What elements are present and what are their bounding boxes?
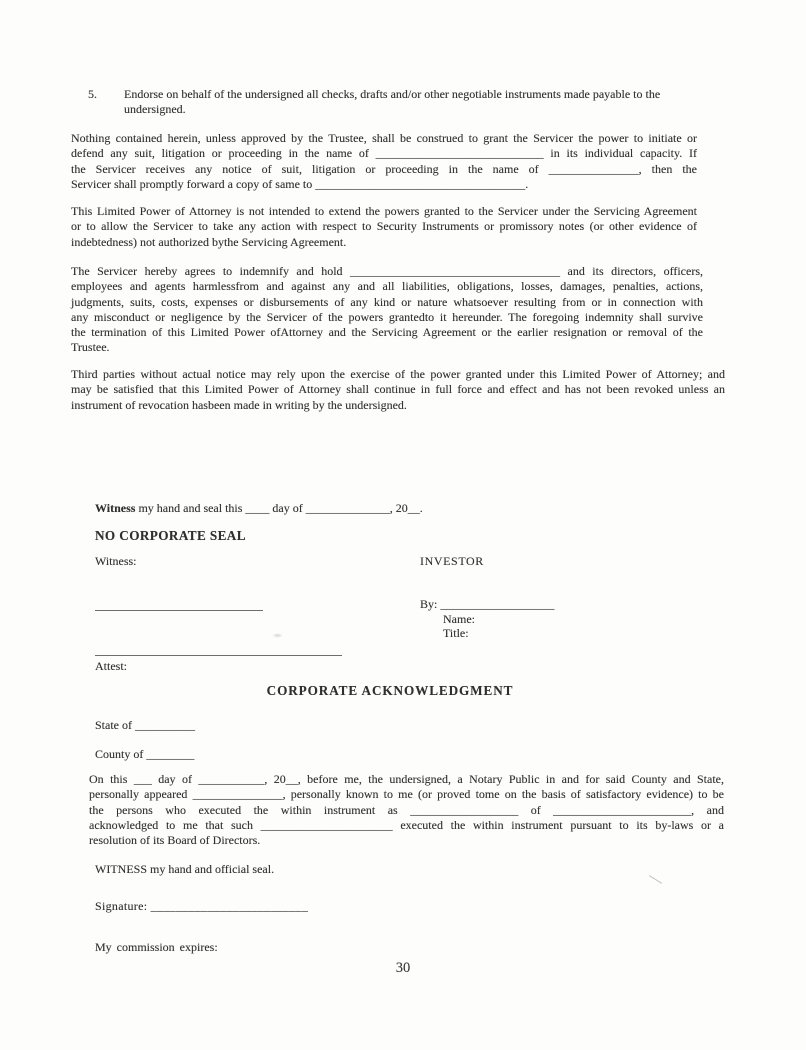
by-line: By: ___________________	[420, 597, 555, 611]
scan-scratch-artifact	[649, 875, 662, 884]
paragraph-line: employees and agents harmlessfrom and against any and all liabilities, obligations, losses, damages, penalties, actions,	[71, 279, 703, 294]
attest-signature-line	[95, 655, 342, 656]
paragraph-line: judgments, suits, costs, expenses or disbursements of any kind or nature whatsoever resulting from or in connection with	[71, 294, 703, 309]
item-line: undersigned.	[124, 102, 186, 117]
name-label: Name:	[443, 612, 475, 626]
corporate-acknowledgment-title: CORPORATE ACKNOWLEDGMENT	[266, 683, 514, 698]
paragraph-line: personally appeared _______________, personally known to me (or proved tome on the basis of satisfactory evidence) to be	[89, 787, 724, 802]
item-number: 5.	[88, 87, 97, 101]
paragraph-line: the persons who executed the within instrument as __________________ of _______________________, and	[89, 802, 724, 817]
scan-smudge-artifact	[272, 633, 283, 638]
state-of-line: State of __________	[95, 718, 195, 732]
paragraph-line: Third parties without actual notice may rely upon the exercise of the power granted under this Limited Power of Attorney; and	[71, 367, 725, 381]
commission-expires-line: My commission expires:	[95, 940, 218, 954]
paragraph-line: the termination of this Limited Power ofAttorney and the Servicing Agreement or the earlier resignation or removal of the	[71, 325, 703, 340]
attest-label: Attest:	[95, 659, 127, 673]
paragraph-line: defend any suit, litigation or proceeding in the name of ____________________________ in its individual capacity. If	[71, 146, 697, 161]
witness-official-seal-line: WITNESS my hand and official seal.	[95, 862, 275, 876]
no-corporate-seal-heading: NO CORPORATE SEAL	[95, 528, 246, 543]
paragraph-not-intended	[71, 204, 697, 250]
paragraph-line: indebtedness) not authorized bythe Servicing Agreement.	[71, 234, 347, 249]
paragraph-suit-litigation	[71, 131, 697, 192]
paragraph-line: Trustee.	[71, 340, 110, 355]
paragraph-line: resolution of its Board of Directors.	[89, 833, 261, 848]
numbered-item-5	[88, 87, 733, 118]
notary-signature-line: Signature: _________________________	[95, 899, 309, 913]
paragraph-line: Servicer shall promptly forward a copy of same to ___________________________________.	[71, 176, 529, 191]
witness-label: Witness:	[95, 554, 137, 568]
page-number: 30	[395, 960, 411, 976]
paragraph-line: the Servicer receives any notice of suit, litigation or proceeding in the name of _______________, then the	[71, 161, 697, 176]
title-label: Title:	[443, 626, 469, 640]
item-line: Endorse on behalf of the undersigned all checks, drafts and/or other negotiable instruments made payable to the	[124, 87, 661, 101]
paragraph-line: The Servicer hereby agrees to indemnify and hold ___________________________________ and its directors, officers,	[71, 264, 703, 278]
paragraph-indemnify	[71, 264, 703, 356]
county-of-line: County of ________	[95, 747, 195, 761]
notary-paragraph	[89, 772, 724, 848]
paragraph-line: any misconduct or negligence by the Servicer of the powers grantedto it hereunder. The foregoing indemnity shall survive	[71, 309, 703, 324]
paragraph-line: or to allow the Servicer to take any action with respect to Security Instruments or promissory notes (or other evidence of	[71, 219, 697, 234]
paragraph-line: may be satisfied that this Limited Power of Attorney shall continue in full force and effect and has not been revoked unless an	[71, 382, 725, 397]
paragraph-line: acknowledged to me that such ______________________ executed the within instrument pursuant to its by-laws or a	[89, 817, 724, 832]
witness-rest-text: my hand and seal this ____ day of ______________, 20__.	[135, 501, 423, 515]
paragraph-line: instrument of revocation hasbeen made in writing by the undersigned.	[71, 397, 407, 412]
paragraph-line: Nothing contained herein, unless approved by the Trustee, shall be construed to grant the Servicer the power to initiate or	[71, 131, 697, 145]
investor-label: INVESTOR	[420, 554, 484, 568]
witness-bold-word: Witness	[95, 501, 136, 515]
paragraph-line: On this ___ day of ___________, 20__, before me, the undersigned, a Notary Public in and for said County and State,	[89, 772, 724, 786]
paragraph-line: This Limited Power of Attorney is not intended to extend the powers granted to the Servicer under the Servicing Agreement	[71, 204, 697, 218]
paragraph-third-parties	[71, 367, 725, 413]
witness-signature-line	[95, 610, 263, 611]
witness-seal-line	[95, 501, 423, 516]
